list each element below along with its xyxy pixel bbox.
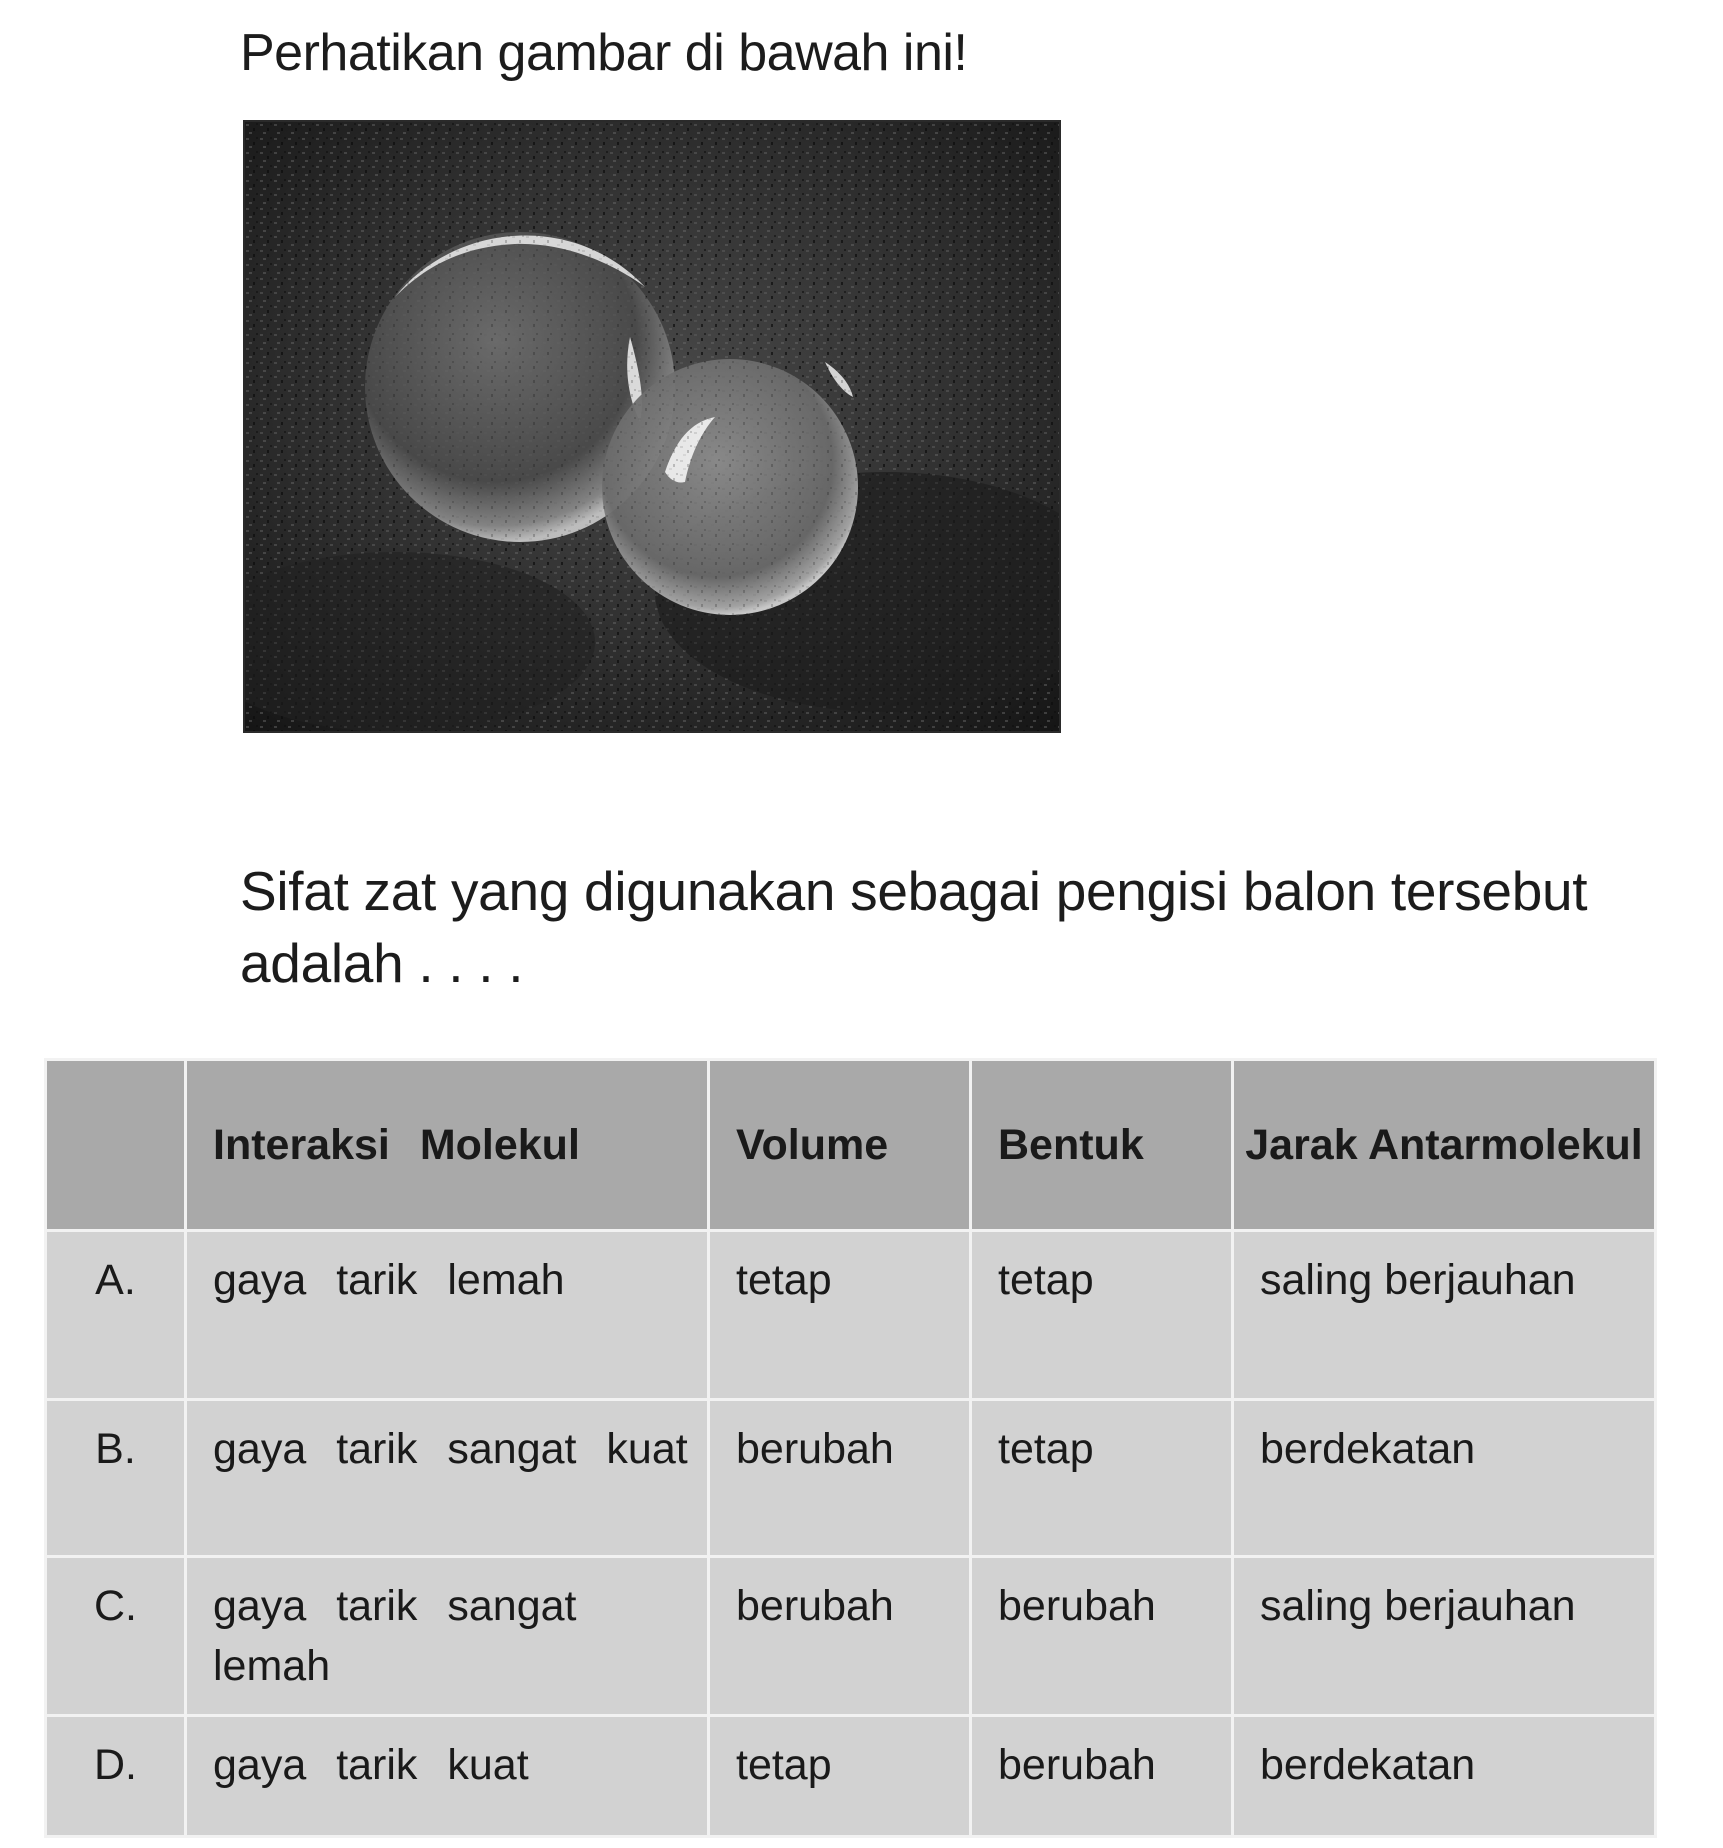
cell-bentuk: tetap — [971, 1231, 1233, 1400]
header-jarak-antarmolekul: Jarak Antarmolekul — [1233, 1060, 1656, 1231]
option-label: C. — [46, 1557, 186, 1716]
cell-volume: tetap — [709, 1231, 971, 1400]
header-bentuk: Bentuk — [971, 1060, 1233, 1231]
header-volume: Volume — [709, 1060, 971, 1231]
cell-bentuk: tetap — [971, 1400, 1233, 1557]
header-option-column — [46, 1060, 186, 1231]
instruction-text: Perhatikan gambar di bawah ini! — [240, 24, 968, 82]
cell-jarak: berdekatan — [1233, 1716, 1656, 1837]
table-header-row — [46, 1060, 1656, 1231]
balloon-photo — [243, 120, 1061, 733]
table-row[interactable] — [46, 1716, 1656, 1837]
answer-options-table — [44, 1058, 1657, 1838]
cell-volume: tetap — [709, 1716, 971, 1837]
cell-jarak: saling berjauhan — [1233, 1231, 1656, 1400]
cell-jarak: saling berjauhan — [1233, 1557, 1656, 1716]
cell-interaksi: gaya tarik kuat — [186, 1716, 709, 1837]
option-label: A. — [46, 1231, 186, 1400]
table-row[interactable] — [46, 1400, 1656, 1557]
cell-volume: berubah — [709, 1400, 971, 1557]
question-text: Sifat zat yang digunakan sebagai pengisi balon tersebut adalah . . . . — [240, 860, 1588, 994]
cell-interaksi: gaya tarik sangat lemah — [186, 1557, 709, 1716]
option-label: D. — [46, 1716, 186, 1837]
cell-jarak: berdekatan — [1233, 1400, 1656, 1557]
cell-interaksi: gaya tarik lemah — [186, 1231, 709, 1400]
header-interaksi-molekul: Interaksi Molekul — [186, 1060, 709, 1231]
option-label: B. — [46, 1400, 186, 1557]
cell-bentuk: berubah — [971, 1716, 1233, 1837]
table-row[interactable] — [46, 1231, 1656, 1400]
cell-bentuk: berubah — [971, 1557, 1233, 1716]
cell-volume: berubah — [709, 1557, 971, 1716]
cell-interaksi: gaya tarik sangat kuat — [186, 1400, 709, 1557]
table-row[interactable] — [46, 1557, 1656, 1716]
balloons-image — [245, 122, 1059, 731]
